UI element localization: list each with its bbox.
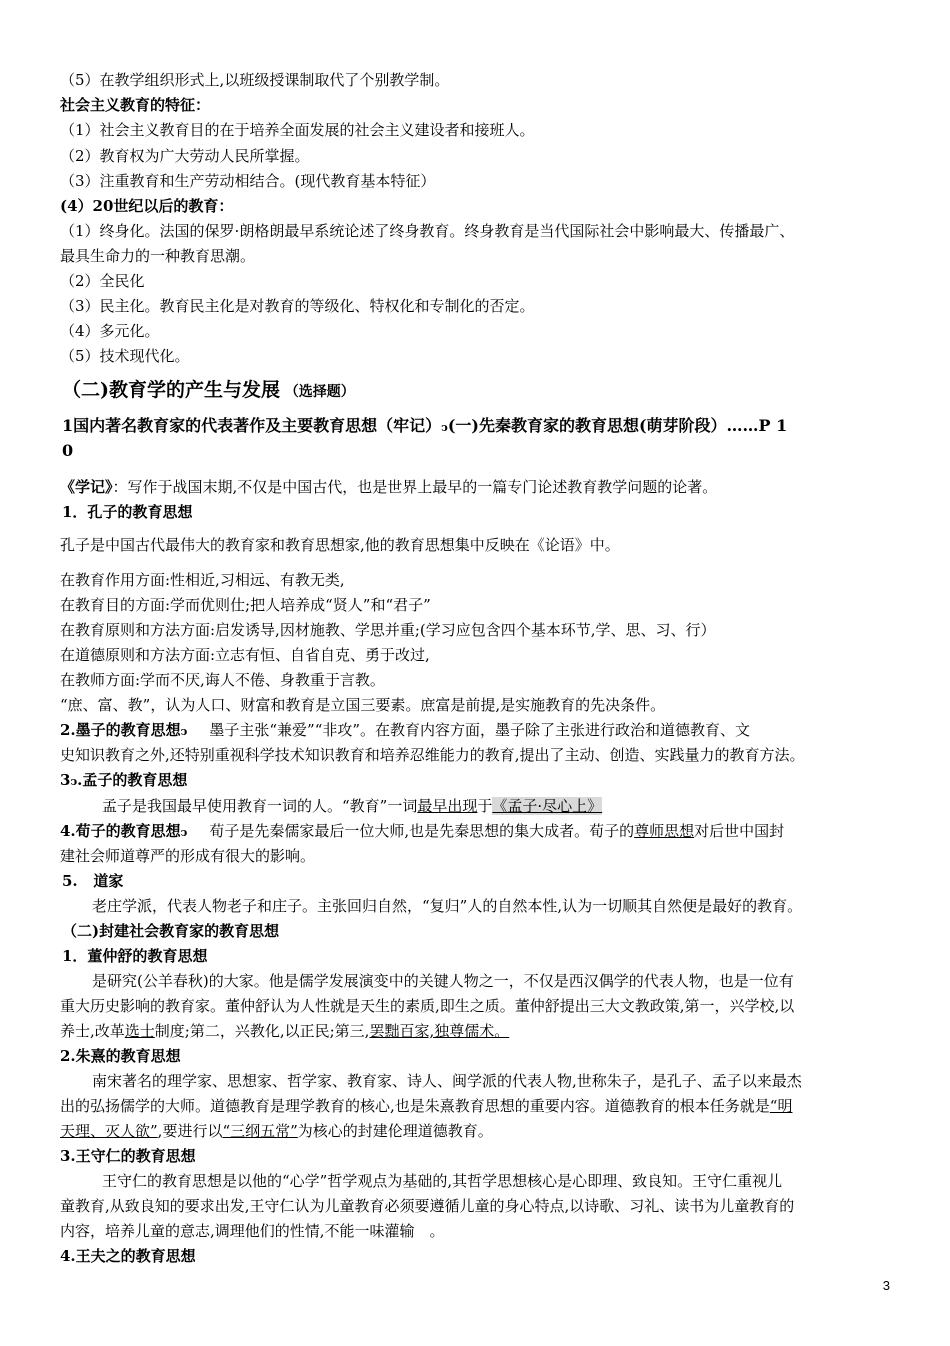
text-line: 最具生命力的一种教育思潮。 [60,247,256,265]
heading-text: 1国内著名教育家的代表著作及主要教育思想（牢记） [62,416,442,435]
text-line: （2）教育权为广大劳动人民所掌握。 [60,147,310,165]
subheading-kongzi: 1．孔子的教育思想 [62,503,193,521]
heading-num: 3 [60,771,71,789]
subheading-mengzi [60,770,908,792]
bullet-mark: ↄ [180,725,188,738]
text: 荀子是先秦儒家最后一位大师,也是先秦思想的集大成者。荀子的 [209,822,635,840]
text: 墨子主张“兼爱”“非攻”。在教育内容方面，墨子除了主张进行政治和道德教育、文 [209,721,751,739]
mozi-line [60,720,908,742]
chapter-title: （二)教育学的产生与发展 [62,379,280,401]
section-heading: (4）20世纪以后的教育： [60,197,234,215]
text-line: 在教育原则和方法方面:启发诱导,因材施教、学思并重;(学习应包含四个基本环节,学、思、习、行） [60,621,716,639]
text: 为核心的封建伦理道德教育。 [297,1122,493,1140]
bullet-mark: ↄ [441,421,448,434]
text-line: 在教师方面:学而不厌,诲人不倦、身教重于言教。 [60,671,385,689]
underlined-text: 天理、灭人欲” [60,1122,158,1140]
text-line: 建社会师道尊严的形成有很大的影响。 [60,847,316,865]
subheading-mozi: 2.墨子的教育思想 [60,721,181,739]
text-line: （4）多元化。 [60,322,160,340]
text: 对后世中国封 [694,822,785,840]
text-line: （1）终身化。法国的保罗·朗格朗最早系统论述了终身教育。终身教育是当代国际社会中影响最大、传播最广、 [60,222,795,240]
chapter-heading [62,377,908,403]
subheading-wangfuzhi: 4.王夫之的教育思想 [60,1247,196,1265]
text: 孟子是我国最早使用教育一词的人。“教育”一词 [102,797,418,815]
mengzi-line [102,796,908,816]
underlined-text: “三纲五常” [222,1122,298,1140]
subheading-daojia: 5. 道家 [62,872,124,890]
dzs-policy-line [60,1021,908,1041]
text: ：写作于战国末期,不仅是中国古代，也是世界上最早的一篇专门论述教育教学问题的论著。 [112,478,718,496]
text-line: （3）注重教育和生产劳动相结合。(现代教育基本特征） [60,172,436,190]
subheading-wangshouren: 3.王守仁的教育思想 [60,1147,196,1165]
text-line: 王守仁的教育思想是以他的“心学”哲学观点为基础的,其哲学思想核心是心即理、致良知。王守仁重视儿 [102,1172,783,1190]
heading-text: (一)先秦教育家的教育思想(萌芽阶段）……P 1 [447,416,788,435]
xunzi-line [60,821,908,843]
xueji-line [60,477,908,497]
text: ,要进行以 [157,1122,223,1140]
zx-line [60,1121,908,1141]
text: 于 [477,797,493,815]
zx-line [60,1096,908,1116]
subsection-heading [62,416,908,438]
text-line: 是研究(公羊春秋)的大家。他是儒学发展演变中的关键人物之一，不仅是西汉偶学的代表人物，也是一位有 [92,972,794,990]
text: 制度;第二，兴教化,以正民;第三, [154,1022,370,1040]
text-line: 内容，培养儿童的意志,调理他们的性情,不能一味灌输 。 [60,1222,445,1240]
text-line: 史知识教育之外,还特别重视科学技术知识教育和培养忍维能力的教育,提出了主动、创造、实践量力的教育方法。 [60,746,805,764]
section-heading-feudal: （二)封建社会教育家的教育思想 [62,922,280,940]
text-line: （3）民主化。教育民主化是对教育的等级化、特权化和专制化的否定。 [60,297,535,315]
subheading-zhuxi: 2.朱熹的教育思想 [60,1047,181,1065]
underlined-text: 尊师思想 [634,822,695,840]
book-title: 《学记》 [60,478,113,496]
text: 养士,改革 [60,1022,125,1040]
text-line: 孔子是中国古代最伟大的教育家和教育思想家,他的教育思想集中反映在《论语》中。 [60,536,620,554]
text: 出的弘扬儒学的大师。道德教育是理学教育的核心,也是朱熹教育思想的重要内容。道德教育的根本任务就是 [60,1097,770,1115]
text-line: 重大历史影响的教育家。董仲舒认为人性就是天生的素质,即生之质。董仲舒提出三大文教政策,第一，兴学校,以 [60,997,795,1015]
text-line: （2）全民化 [60,272,145,290]
underlined-text: 选士 [124,1022,155,1040]
text-line: 南宋著名的理学家、思想家、哲学家、教育家、诗人、闽学派的代表人物,世称朱子，是孔子、孟子以来最杰 [92,1072,802,1090]
section-heading: 社会主义教育的特征： [60,96,211,114]
highlighted-text: 《孟子·尽心上》 [492,797,603,815]
bullet-mark: ↄ [70,775,78,788]
heading-continuation: 0 [62,441,74,460]
subheading-xunzi: 4.荀子的教育思想 [60,822,181,840]
text-line: “庶、富、教”，认为人口、财富和教育是立国三要素。庶富是前提,是实施教育的先决条件。 [60,696,666,714]
text-line: 在道德原则和方法方面:立志有恒、自省自克、勇于改过, [60,646,430,664]
text-line: （1）社会主义教育目的在于培养全面发展的社会主义建设者和接班人。 [60,121,535,139]
page-number: 3 [882,1278,890,1293]
heading-text: .孟子的教育思想 [77,771,188,789]
text-line: （5）技术现代化。 [60,347,190,365]
underlined-text: “明 [769,1097,793,1115]
bullet-mark: ↄ [180,826,188,839]
text-line: 老庄学派，代表人物老子和庄子。主张回归自然，“复归”人的自然本性,认为一切顺其自然便是最好的教育。 [92,897,803,915]
text-line: 童教育,从致良知的要求出发,王守仁认为儿童教育必须要遵循儿童的身心特点,以诗歌、习礼、读书为儿童教育的 [60,1197,795,1215]
subheading-dongzhongshu: 1．董仲舒的教育思想 [62,947,208,965]
text-line: 在教育目的方面:学而优则仕;把人培养成“贤人”和“君子” [60,596,431,614]
chapter-tag: （选择题） [284,384,355,400]
underlined-text: 罢黜百家,独尊儒术。 [369,1022,510,1040]
text-line: （5）在教学组织形式上,以班级授课制取代了个别教学制。 [60,71,450,89]
text-line: 在教育作用方面:性相近,习相远、有教无类, [60,571,345,589]
underlined-text: 最早出现 [417,797,478,815]
